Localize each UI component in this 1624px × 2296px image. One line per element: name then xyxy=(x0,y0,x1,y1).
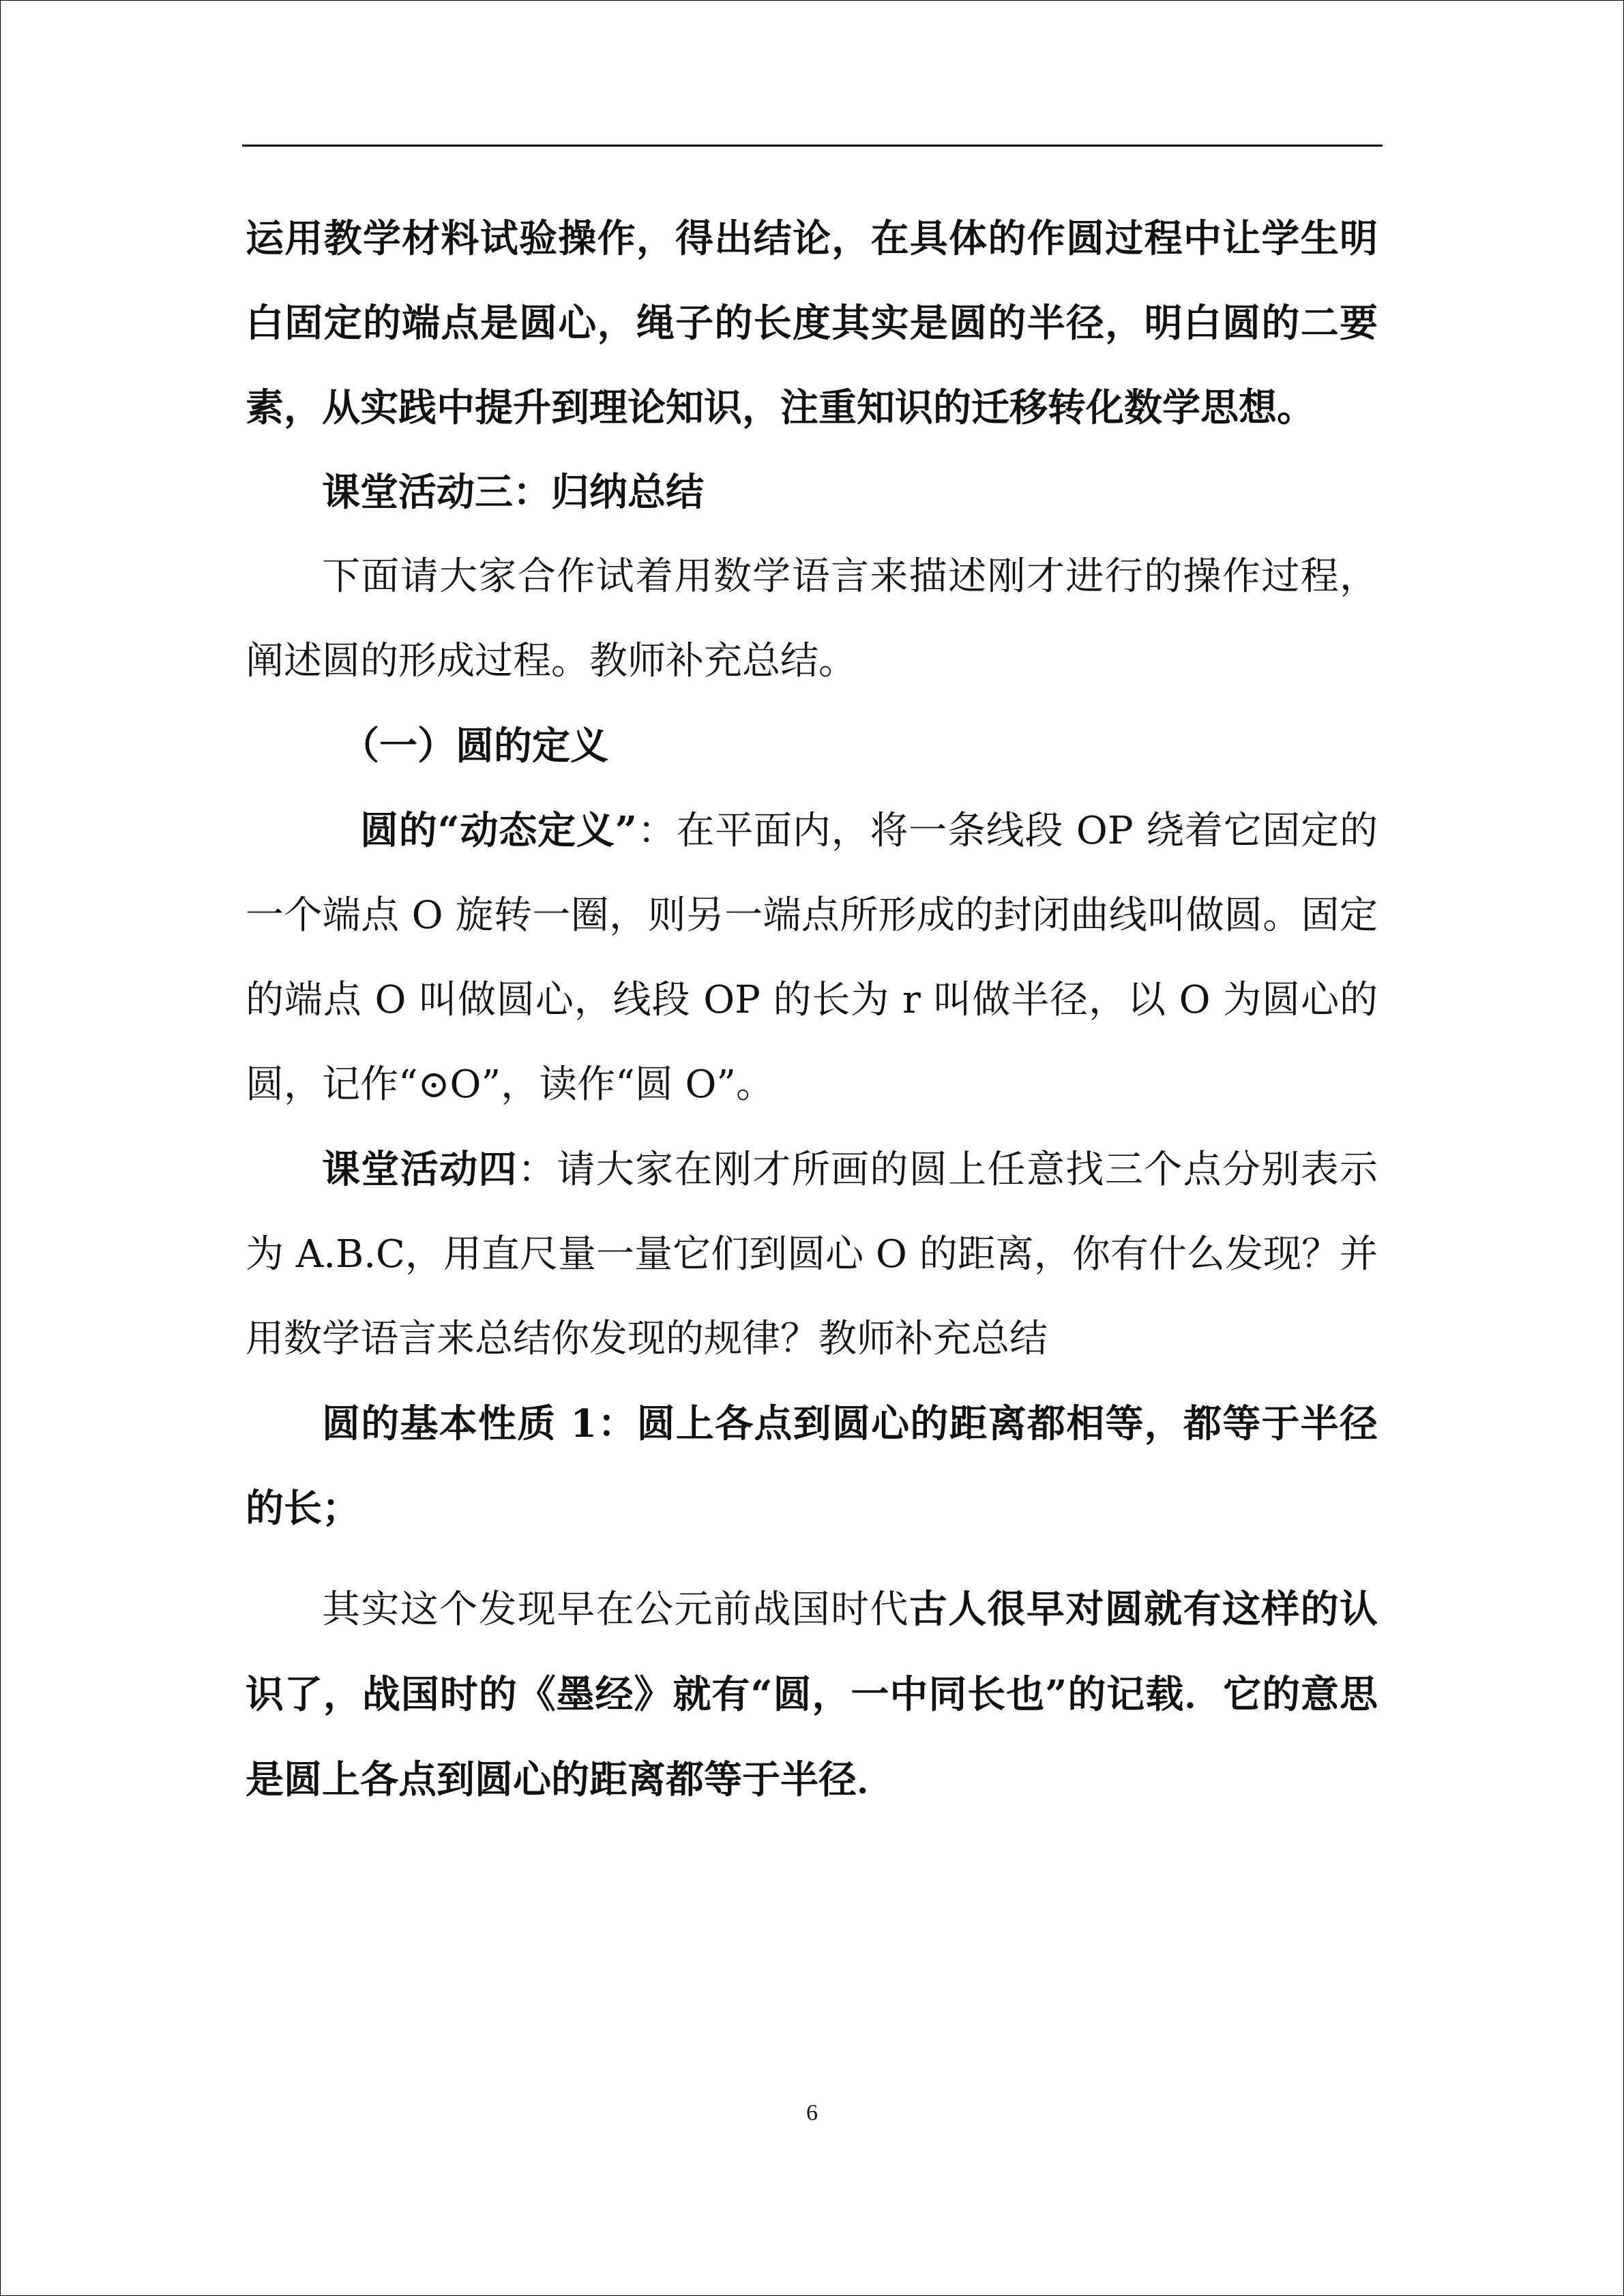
heading-activity-three: 课堂活动三：归纳总结 xyxy=(322,470,704,515)
paragraph-basic-property-one: 圆的基本性质 1：圆上各点到圆心的距离都相等，都等于半径的长； xyxy=(246,1401,1378,1531)
paragraph-dynamic-definition xyxy=(246,788,1378,1127)
paragraph-history xyxy=(246,1567,1378,1823)
history-text-normal: 其实这个发现早在公元前战国时代 xyxy=(322,1587,909,1632)
page-number: 6 xyxy=(806,2100,818,2126)
paragraph-describe-process: 下面请大家合作试着用数学语言来描述刚才进行的操作过程，阐述圆的形成过程。教师补充总结。 xyxy=(246,554,1378,683)
dynamic-definition-text: ：在平面内，将一条线段 OP 绕着它固定的一个端点 O 旋转一圈，则另一端点所形成的封闭曲线叫做圆。固定的端点 O 叫做圆心，线段 OP 的长为 r 叫做半径，以 O 为圆心的圆，记作“⊙O”，读作“圆 O”。 xyxy=(246,809,1378,1107)
activity-four-text: ：请大家在刚才所画的圆上任意找三个点分别表示为 A.B.C，用直尺量一量它们到圆心 O 的距离，你有什么发现？并用数学语言来总结你发现的规律？教师补充总结 xyxy=(246,1148,1378,1361)
dynamic-definition-label: 圆的“动态定义” xyxy=(360,808,637,853)
activity-four-label: 课堂活动四 xyxy=(322,1147,518,1192)
paragraph-operation-summary: 运用教学材料试验操作，得出结论，在具体的作圆过程中让学生明白固定的端点是圆心，绳子的长度其实是圆的半径，明白圆的二要素，从实践中提升到理论知识，注重知识的迁移转化数学思想。 xyxy=(246,216,1378,430)
document-body xyxy=(246,196,1378,1823)
header-rule xyxy=(242,145,1383,147)
heading-circle-definition: （一）圆的定义 xyxy=(341,724,608,769)
paragraph-activity-four xyxy=(246,1127,1378,1382)
history-text-bold: 古人很早对圆就有这样的认识了，战国时的《墨经》就有“圆，一中同长也”的记载．它的意思是圆上各点到圆心的距离都等于半径． xyxy=(246,1587,1378,1802)
